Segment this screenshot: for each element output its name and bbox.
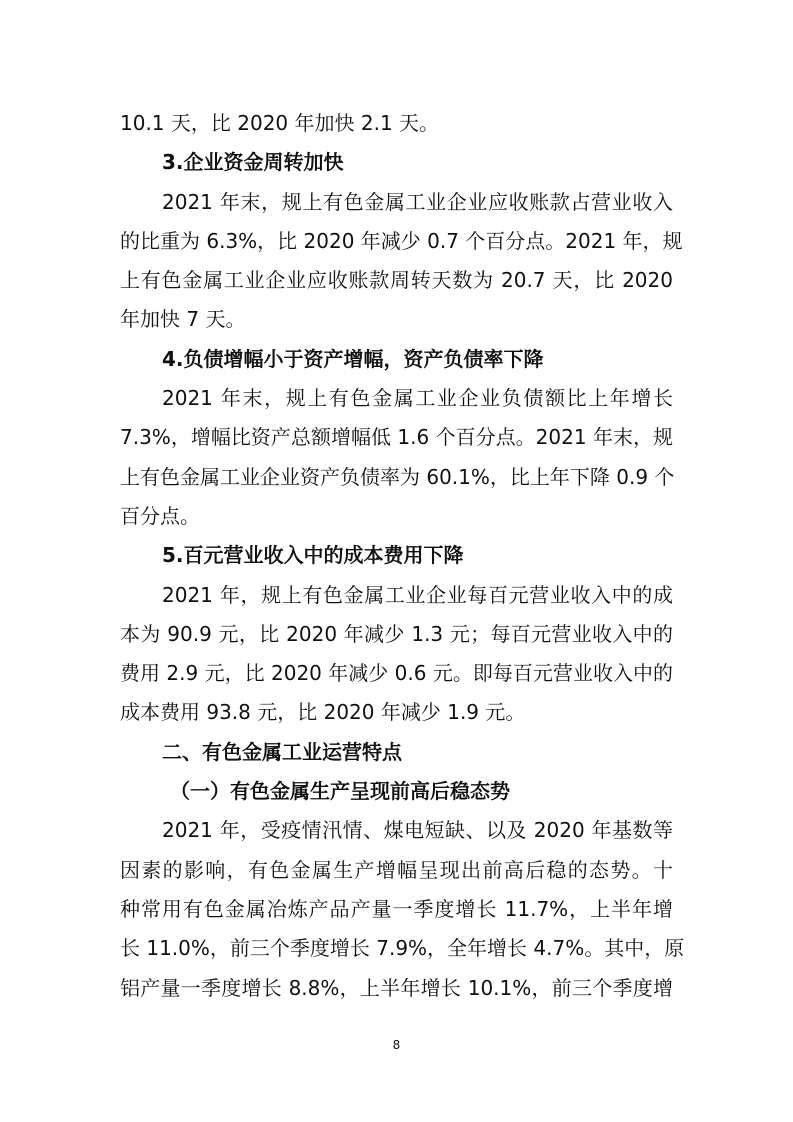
paragraph-line: 2021 年，规上有色金属工业企业每百元营业收入中的成 <box>162 582 673 607</box>
paragraph-line: 铝产量一季度增长 8.8%，上半年增长 10.1%，前三个季度增 <box>120 975 673 1000</box>
paragraph-line: 成本费用 93.8 元，比 2020 年减少 1.9 元。 <box>120 700 526 725</box>
paragraph-line: 2021 年末，规上有色金属工业企业应收账款占营业收入 <box>162 189 673 214</box>
paragraph-line: 本为 90.9 元，比 2020 年减少 1.3 元；每百元营业收入中的 <box>120 621 673 646</box>
paragraph-line: 上有色金属工业企业资产负债率为 60.1%，比上年下降 0.9 个 <box>120 464 675 489</box>
paragraph-line: 的比重为 6.3%，比 2020 年减少 0.7 个百分点。2021 年，规 <box>120 228 683 253</box>
paragraph-line: 年加快 7 天。 <box>120 307 246 332</box>
page-number: 8 <box>392 1038 401 1052</box>
paragraph-line: 费用 2.9 元，比 2020 年减少 0.6 元。即每百元营业收入中的 <box>120 661 673 686</box>
paragraph-line: 上有色金属工业企业应收账款周转天数为 20.7 天，比 2020 <box>120 268 673 293</box>
paragraph-line: 种常用有色金属冶炼产品产量一季度增长 11.7%，上半年增 <box>120 896 673 921</box>
section-heading: 4.负债增幅小于资产增幅，资产负债率下降 <box>162 346 544 371</box>
paragraph-line: 2021 年，受疫情汛情、煤电短缺、以及 2020 年基数等 <box>162 818 673 843</box>
section-heading: 5.百元营业收入中的成本费用下降 <box>162 543 464 568</box>
paragraph-line: 长 11.0%，前三个季度增长 7.9%，全年增长 4.7%。其中，原 <box>120 936 685 961</box>
subsection-heading: （一）有色金属生产呈现前高后稳态势 <box>170 779 510 804</box>
paragraph-line: 2021 年末，规上有色金属工业企业负债额比上年增长 <box>162 386 673 411</box>
document-body <box>120 104 685 1008</box>
paragraph-line: 因素的影响，有色金属生产增幅呈现出前高后稳的态势。十 <box>120 857 673 882</box>
paragraph-line: 百分点。 <box>120 503 200 528</box>
chapter-heading: 二、有色金属工业运营特点 <box>162 739 402 764</box>
paragraph-line: 10.1 天，比 2020 年加快 2.1 天。 <box>120 111 440 135</box>
section-heading: 3.企业资金周转加快 <box>162 150 344 175</box>
paragraph-line: 7.3%，增幅比资产总额增幅低 1.6 个百分点。2021 年末，规 <box>120 425 673 450</box>
